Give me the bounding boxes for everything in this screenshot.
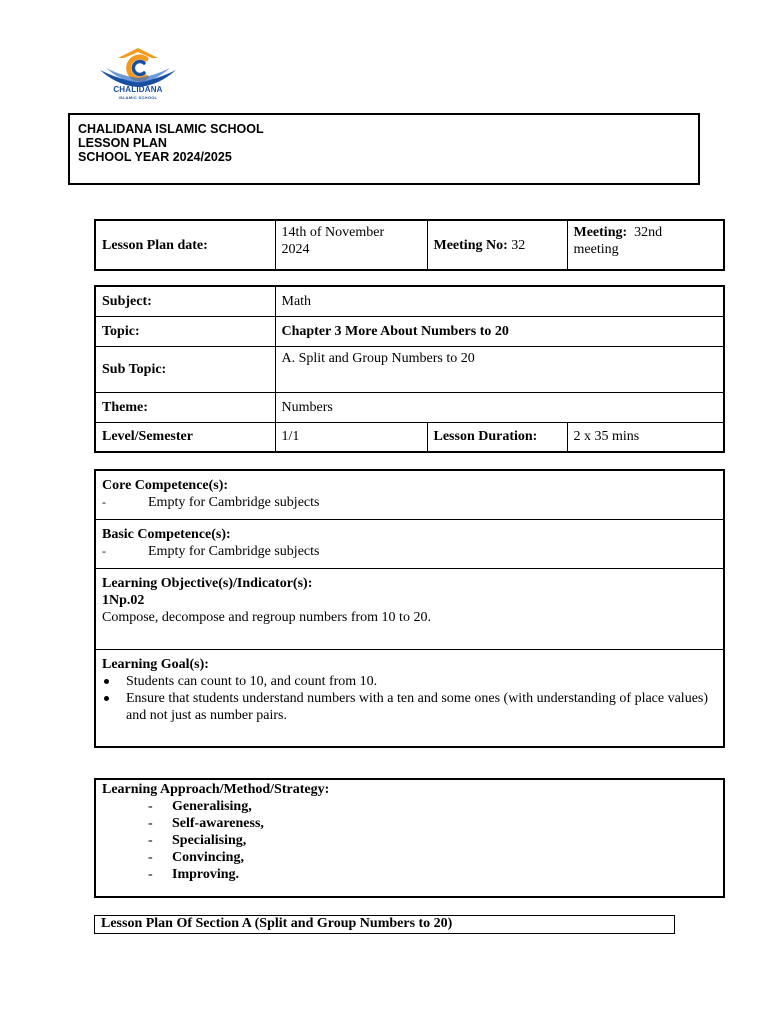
basic-competence-cell: Basic Competence(s): - Empty for Cambridge subjects	[95, 520, 724, 569]
core-competence-item: Empty for Cambridge subjects	[148, 495, 320, 510]
duration-label: Lesson Duration:	[427, 422, 567, 452]
meeting-cell	[567, 220, 724, 270]
meeting-label: Meeting:	[573, 225, 628, 240]
table-row	[95, 346, 724, 392]
table-row	[95, 470, 724, 520]
date-value-line1: 14th of November	[281, 225, 385, 240]
table-row	[95, 286, 724, 316]
learning-goal-label: Learning Goal(s):	[102, 657, 209, 672]
level-value: 1/1	[275, 422, 427, 452]
document-type: LESSON PLAN	[78, 136, 167, 150]
competences-table	[94, 469, 725, 748]
document-header	[68, 113, 700, 185]
core-competence-label: Core Competence(s):	[102, 478, 229, 493]
level-label: Level/Semester	[95, 422, 275, 452]
table-row	[95, 316, 724, 346]
learning-approach-box	[94, 778, 725, 898]
logo-name: CHALIDANA	[113, 85, 163, 94]
section-title: Lesson Plan Of Section A (Split and Group Numbers to 20)	[94, 915, 675, 934]
logo-subtitle: ISLAMIC SCHOOL	[118, 95, 158, 100]
school-name: CHALIDANA ISLAMIC SCHOOL	[78, 122, 264, 136]
list-item: - Improving.	[148, 867, 240, 882]
subject-value: Math	[275, 286, 724, 316]
list-item: - Convincing,	[148, 850, 244, 865]
table-row	[95, 422, 724, 452]
theme-value: Numbers	[275, 392, 724, 422]
date-value-line2: 2024	[281, 242, 310, 257]
logo-emblem-icon	[96, 44, 180, 88]
meeting-no-label: Meeting No:	[433, 237, 508, 253]
lesson-info-table	[94, 219, 725, 271]
date-label: Lesson Plan date:	[95, 220, 275, 270]
list-item: Students can count to 10, and count from 10.	[102, 673, 717, 690]
basic-competence-item: Empty for Cambridge subjects	[148, 544, 320, 559]
school-year: SCHOOL YEAR 2024/2025	[78, 150, 232, 164]
list-item: Ensure that students understand numbers with a ten and some ones (with understanding of place values) and not just as number pairs.	[102, 690, 717, 724]
meeting-value-line2: meeting	[573, 242, 619, 257]
table-row	[95, 650, 724, 748]
table-row	[95, 569, 724, 650]
basic-competence-label: Basic Competence(s):	[102, 527, 231, 542]
list-item: - Self-awareness,	[148, 816, 264, 831]
learning-objective-label: Learning Objective(s)/Indicator(s):	[102, 576, 313, 591]
meeting-value: 32nd	[634, 225, 663, 240]
topic-value: Chapter 3 More About Numbers to 20	[275, 316, 724, 346]
school-logo	[96, 44, 180, 104]
learning-goal-list	[102, 673, 717, 724]
topic-label: Topic:	[95, 316, 275, 346]
table-row	[95, 392, 724, 422]
learning-approach-list	[102, 798, 717, 883]
lesson-details-table	[94, 285, 725, 453]
subtopic-label: Sub Topic:	[95, 346, 275, 392]
theme-label: Theme:	[95, 392, 275, 422]
date-value	[275, 220, 427, 270]
learning-objective-cell	[95, 569, 724, 650]
duration-value: 2 x 35 mins	[567, 422, 724, 452]
meeting-no-value: 32	[511, 237, 526, 253]
table-row	[95, 220, 724, 270]
subtopic-value: A. Split and Group Numbers to 20	[275, 346, 724, 392]
list-item: - Specialising,	[148, 833, 247, 848]
subject-label: Subject:	[95, 286, 275, 316]
table-row	[95, 520, 724, 569]
learning-objective-text: Compose, decompose and regroup numbers from 10 to 20.	[102, 610, 431, 625]
learning-goal-cell	[95, 650, 724, 748]
meeting-no-cell	[427, 220, 567, 270]
core-competence-cell: Core Competence(s): - Empty for Cambridge subjects	[95, 470, 724, 520]
list-item: - Generalising,	[148, 799, 252, 814]
learning-approach-label: Learning Approach/Method/Strategy:	[102, 782, 330, 797]
learning-objective-code: 1Np.02	[102, 593, 145, 608]
